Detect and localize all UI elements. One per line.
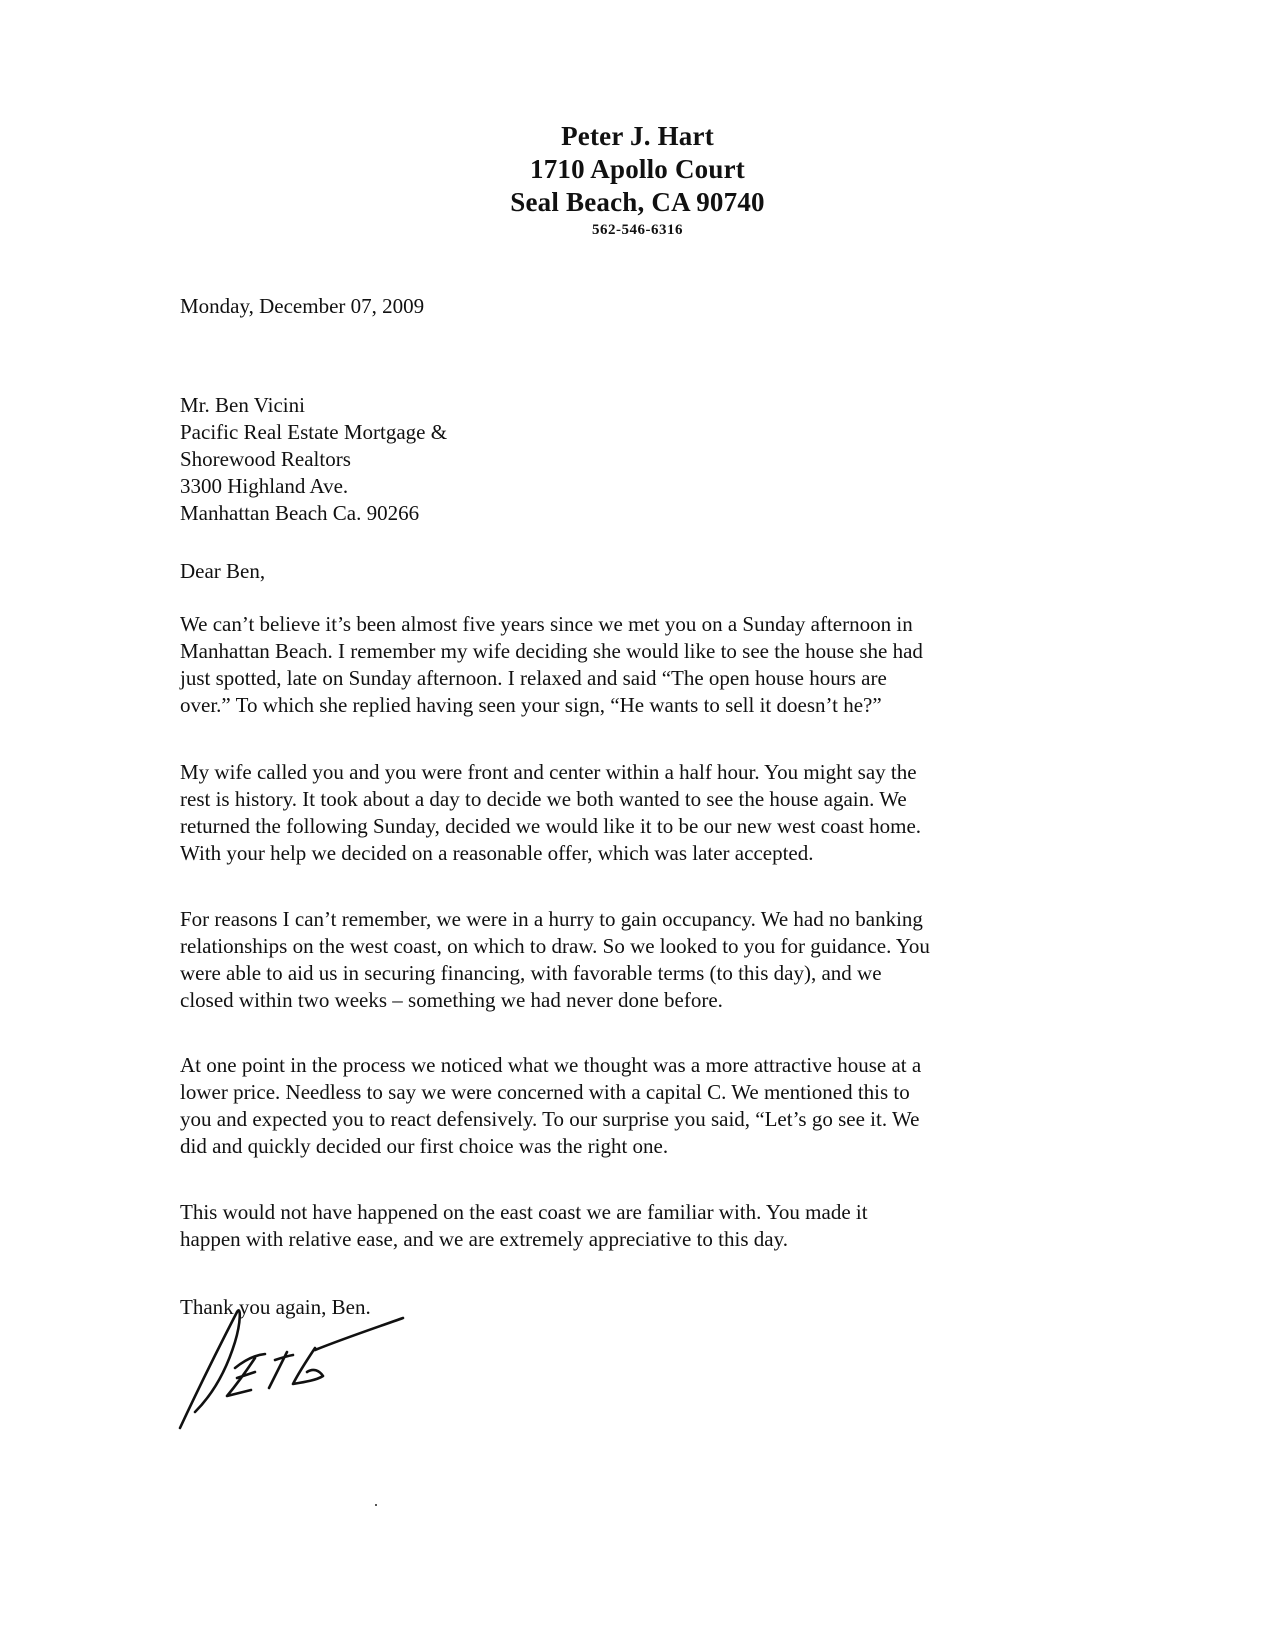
paragraph-5 xyxy=(180,1199,1080,1253)
recipient-line: Mr. Ben Vicini xyxy=(180,393,305,417)
paragraph-1 xyxy=(180,611,1080,719)
signature-stroke xyxy=(227,1354,265,1396)
paragraph-line: relationships on the west coast, on which to draw. So we looked to you for guidance. You xyxy=(180,934,930,958)
sender-city: Seal Beach, CA 90740 xyxy=(510,187,765,217)
paragraph-line: With your help we decided on a reasonable offer, which was later accepted. xyxy=(180,841,814,865)
paragraph-3 xyxy=(180,906,1080,1014)
paragraph-line: you and expected you to react defensively. To our surprise you said, “Let’s go see it. We xyxy=(180,1107,920,1131)
paragraph-line: were able to aid us in securing financing, with favorable terms (to this day), and we xyxy=(180,961,882,985)
recipient-line: Shorewood Realtors xyxy=(180,447,351,471)
paragraph-line: over.” To which she replied having seen your sign, “He wants to sell it doesn’t he?” xyxy=(180,693,882,717)
sender-phone: 562-546-6316 xyxy=(592,222,683,238)
scan-speck xyxy=(375,1504,377,1506)
signature-stroke xyxy=(269,1352,293,1388)
paragraph-line: We can’t believe it’s been almost five years since we met you on a Sunday afternoon in xyxy=(180,612,913,636)
paragraph-line: lower price. Needless to say we were concerned with a capital C. We mentioned this to xyxy=(180,1080,910,1104)
paragraph-line: rest is history. It took about a day to decide we both wanted to see the house again. We xyxy=(180,787,907,811)
paragraph-line: This would not have happened on the east coast we are familiar with. You made it xyxy=(180,1200,868,1224)
paragraph-line: My wife called you and you were front and center within a half hour. You might say the xyxy=(180,760,917,784)
handwritten-signature xyxy=(175,1300,405,1440)
paragraph-line: Manhattan Beach. I remember my wife deciding she would like to see the house she had xyxy=(180,639,923,663)
recipient-address xyxy=(180,392,1080,527)
closing-text: Thank you again, Ben. xyxy=(180,1295,371,1319)
paragraph-line: just spotted, late on Sunday afternoon. I relaxed and said “The open house hours are xyxy=(180,666,887,690)
paragraph-line: For reasons I can’t remember, we were in a hurry to gain occupancy. We had no banking xyxy=(180,907,923,931)
paragraph-4 xyxy=(180,1052,1080,1160)
recipient-line: Pacific Real Estate Mortgage & xyxy=(180,420,448,444)
sender-name: Peter J. Hart xyxy=(561,121,714,151)
letter-date xyxy=(180,293,1080,320)
salutation-text: Dear Ben, xyxy=(180,559,266,583)
signature-stroke xyxy=(180,1310,240,1428)
salutation xyxy=(180,558,1080,585)
paragraph-line: happen with relative ease, and we are extremely appreciative to this day. xyxy=(180,1227,788,1251)
recipient-line: Manhattan Beach Ca. 90266 xyxy=(180,501,420,525)
recipient-line: 3300 Highland Ave. xyxy=(180,474,349,498)
date-text: Monday, December 07, 2009 xyxy=(180,294,425,318)
signature-stroke xyxy=(293,1318,403,1384)
paragraph-line: did and quickly decided our first choice was the right one. xyxy=(180,1134,669,1158)
paragraph-line: returned the following Sunday, decided we would like it to be our new west coast home. xyxy=(180,814,922,838)
paragraph-line: closed within two weeks – something we had never done before. xyxy=(180,988,723,1012)
paragraph-line: At one point in the process we noticed what we thought was a more attractive house at a xyxy=(180,1053,922,1077)
letterhead xyxy=(0,120,1275,241)
paragraph-2 xyxy=(180,759,1080,867)
sender-street: 1710 Apollo Court xyxy=(530,154,745,184)
